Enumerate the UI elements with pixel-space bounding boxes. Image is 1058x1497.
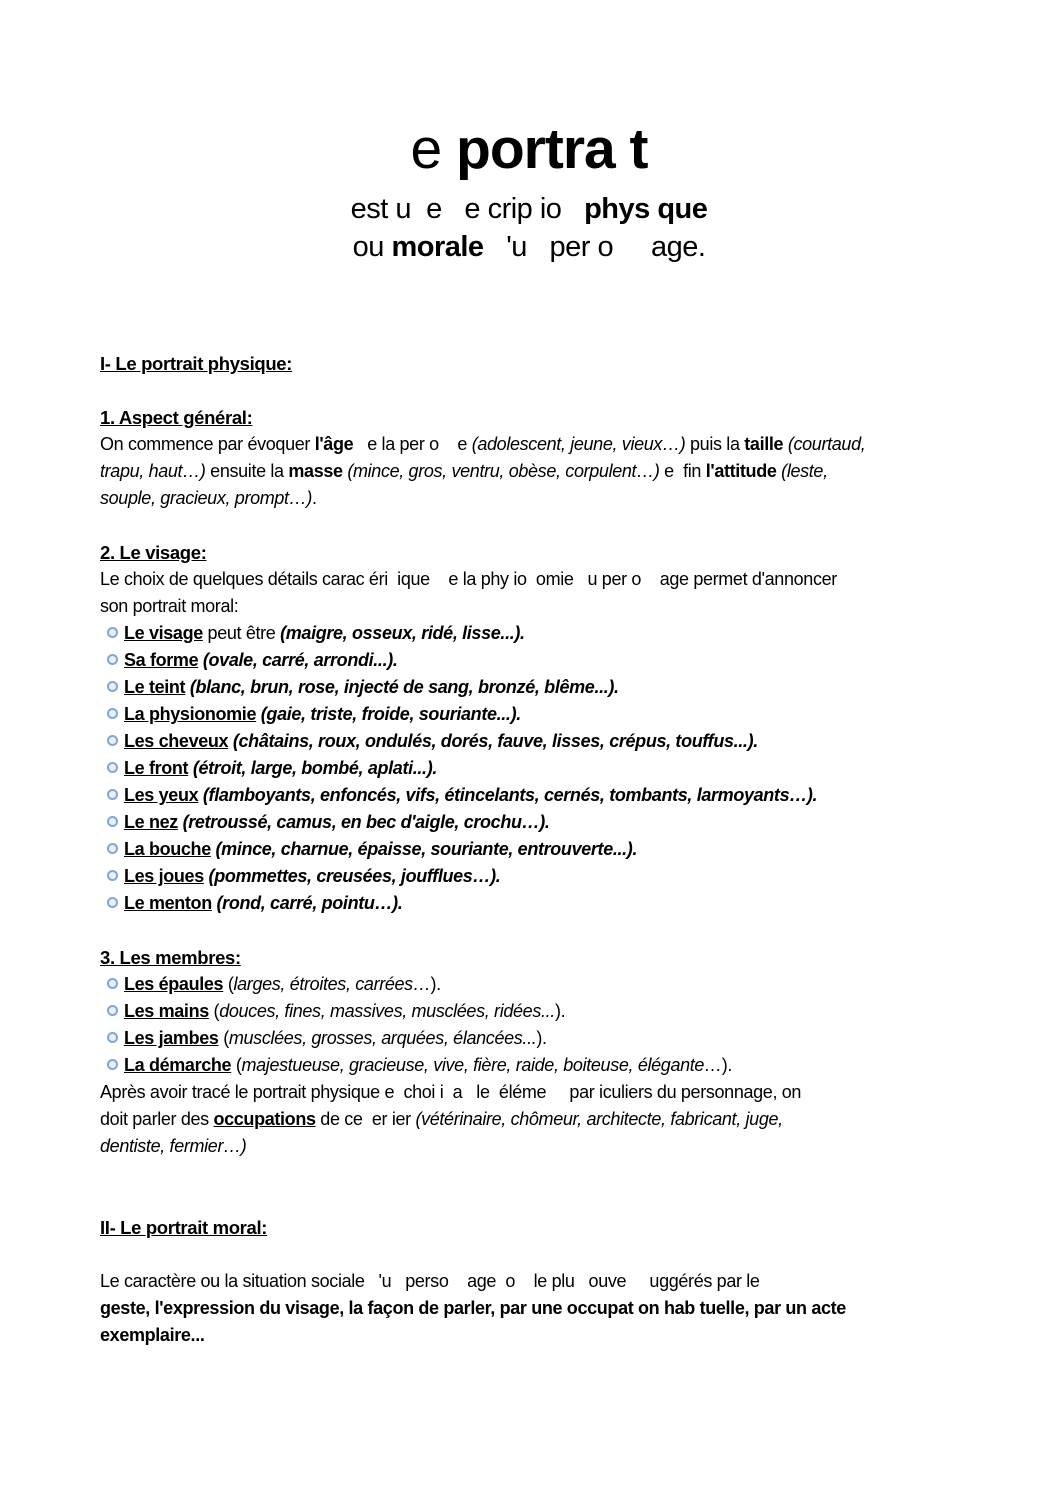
bullet-icon [107, 816, 118, 827]
text-segment: taille [744, 434, 784, 454]
text-segment: Le caractère ou la situation sociale 'u perso age o le plu ouve uggérés par le [100, 1271, 760, 1291]
bullet-icon [107, 1005, 118, 1016]
text-segment: portra t [456, 117, 648, 181]
bullet-icon [107, 843, 118, 854]
blank-line [100, 1241, 980, 1268]
text-segment: puis la [685, 434, 745, 454]
text-segment: (étroit, large, bombé, aplati...). [192, 758, 437, 778]
text-segment: ( [223, 974, 234, 994]
text-segment: Les épaules [124, 974, 224, 994]
list-item [100, 836, 980, 863]
list-item [100, 809, 980, 836]
bullet-icon [107, 897, 118, 908]
list-item-text [124, 1055, 732, 1075]
section-heading [100, 539, 980, 566]
text-segment: Les jambes [124, 1028, 219, 1048]
text-segment: II- Le portrait moral: [100, 1217, 268, 1238]
text-segment: geste, l'expression du visage, la façon de parler, par une occupat on hab tuelle, par un acte [100, 1298, 846, 1318]
list-item-text [124, 839, 637, 859]
bullet-icon [107, 1032, 118, 1043]
bullet-icon [107, 708, 118, 719]
bullet-icon [107, 870, 118, 881]
text-segment: (ovale, carré, arrondi...). [202, 650, 398, 670]
text-segment: l'attitude [705, 461, 777, 481]
text-segment: (courtaud, [787, 434, 866, 454]
bullet-icon [107, 681, 118, 692]
section-heading [100, 404, 980, 431]
text-segment: phys que [584, 193, 708, 225]
list-item-text [124, 785, 817, 805]
section-heading [100, 944, 980, 971]
list-item [100, 755, 980, 782]
text-segment: masse [288, 461, 343, 481]
text-segment: morale [391, 231, 484, 263]
list-item [100, 647, 980, 674]
list-item [100, 863, 980, 890]
paragraph [100, 1079, 980, 1160]
text-segment: 'u per o age. [483, 231, 706, 263]
text-segment: ( [231, 1055, 242, 1075]
text-segment: Le choix de quelques détails carac éri ique e la phy io omie u per o age permet d'annoncer [100, 569, 837, 589]
list-item-text [124, 1028, 547, 1048]
list-item [100, 620, 980, 647]
text-segment: majestueuse, gracieuse, vive, fière, raide, boiteuse, élégante… [241, 1055, 722, 1075]
text-segment: La physionomie [124, 704, 257, 724]
blank-line [100, 1187, 980, 1214]
subtitle-line-1 [0, 190, 1058, 228]
text-segment: larges, étroites, carrées… [233, 974, 431, 994]
text-segment: son portrait moral: [100, 596, 239, 616]
paragraph [100, 566, 980, 620]
list-item-text [124, 677, 619, 697]
list-item-text [124, 758, 437, 778]
text-segment: (mince, charnue, épaisse, souriante, entrouverte...). [215, 839, 638, 859]
list-item [100, 890, 980, 917]
list-item-text [124, 731, 758, 751]
list-item [100, 971, 980, 998]
bullet-icon [107, 978, 118, 989]
list-item [100, 728, 980, 755]
bullet-icon [107, 789, 118, 800]
text-segment: (adolescent, jeune, vieux…) [471, 434, 686, 454]
list-item [100, 1052, 980, 1079]
text-segment: ( [218, 1028, 229, 1048]
text-segment: ( [208, 1001, 220, 1021]
text-segment: (leste, [781, 461, 828, 481]
text-segment: Le front [124, 758, 189, 778]
text-segment: Les cheveux [124, 731, 229, 751]
text-segment: Après avoir tracé le portrait physique e choi i a le éléme par iculiers du personnage, on [100, 1082, 802, 1102]
list-item-text [124, 704, 521, 724]
text-segment: souple, gracieux, prompt…) [100, 488, 312, 508]
text-segment: (blanc, brun, rose, injecté de sang, bronzé, blême...). [189, 677, 619, 697]
list-item [100, 998, 980, 1025]
list-item-text [124, 893, 402, 913]
bullet-icon [107, 735, 118, 746]
paragraph [100, 1268, 980, 1349]
text-segment: Le menton [124, 893, 212, 913]
document-title-block [0, 0, 1058, 266]
text-segment: peut être [202, 623, 281, 643]
section-heading [100, 1214, 980, 1241]
text-segment: ). [430, 974, 441, 994]
text-segment: (gaie, triste, froide, souriante...). [260, 704, 521, 724]
text-segment: (vétérinaire, chômeur, architecte, fabricant, juge, [415, 1109, 783, 1129]
text-segment: e fin [659, 461, 706, 481]
text-segment: occupations [213, 1109, 316, 1129]
text-segment: (maigre, osseux, ridé, lisse...). [280, 623, 525, 643]
page-title [0, 116, 1058, 182]
text-segment: e [410, 117, 457, 181]
text-segment: ou [352, 231, 392, 263]
list-item [100, 701, 980, 728]
text-segment: ). [554, 1001, 566, 1021]
list-item-text [124, 974, 441, 994]
text-segment: (flamboyants, enfoncés, vifs, étincelants, cernés, tombants, larmoyants…). [202, 785, 818, 805]
text-segment: (mince, gros, ventru, obèse, corpulent…) [347, 461, 660, 481]
bullet-icon [107, 1059, 118, 1070]
list-item [100, 1025, 980, 1052]
text-segment: l'âge [314, 434, 354, 454]
text-segment: I- Le portrait physique: [100, 353, 293, 374]
text-segment: 1. Aspect général: [100, 407, 253, 428]
text-segment: musclées, grosses, arquées, élancées... [228, 1028, 537, 1048]
list-item-text [124, 1001, 565, 1021]
text-segment: douces, fines, massives, musclées, ridées... [219, 1001, 555, 1021]
text-segment: Les joues [124, 866, 204, 886]
text-segment: ). [721, 1055, 733, 1075]
bullet-icon [107, 627, 118, 638]
text-segment: Le nez [124, 812, 178, 832]
bullet-icon [107, 654, 118, 665]
text-segment: ensuite la [205, 461, 289, 481]
blank-line [100, 512, 980, 539]
text-segment: (pommettes, creusées, joufflues…). [208, 866, 501, 886]
text-segment: e la per o e [353, 434, 472, 454]
blank-line [100, 1160, 980, 1187]
text-segment: trapu, haut…) [100, 461, 206, 481]
list-item-text [124, 623, 525, 643]
text-segment: exemplaire... [100, 1325, 205, 1345]
bullet-icon [107, 762, 118, 773]
text-segment: de ce er ier [315, 1109, 416, 1129]
text-segment: 3. Les membres: [100, 947, 241, 968]
text-segment: 2. Le visage: [100, 542, 207, 563]
blank-line [100, 377, 980, 404]
list-item [100, 782, 980, 809]
text-segment: (retroussé, camus, en bec d'aigle, crochu…). [182, 812, 550, 832]
text-segment: Sa forme [124, 650, 199, 670]
list-item-text [124, 812, 550, 832]
text-segment: est u e e crip io [350, 193, 585, 225]
section-heading [100, 350, 980, 377]
document-body [100, 350, 980, 1349]
text-segment: (rond, carré, pointu…). [216, 893, 403, 913]
subtitle-line-2 [0, 228, 1058, 266]
list-item-text [124, 650, 398, 670]
blank-line [100, 917, 980, 944]
text-segment: Les yeux [124, 785, 199, 805]
text-segment: ). [536, 1028, 547, 1048]
text-segment: doit parler des [100, 1109, 214, 1129]
text-segment: La démarche [124, 1055, 232, 1075]
paragraph [100, 431, 980, 512]
text-segment: On commence par évoquer [100, 434, 315, 454]
text-segment: Le visage [124, 623, 203, 643]
text-segment: Le teint [124, 677, 186, 697]
list-item [100, 674, 980, 701]
text-segment: dentiste, fermier…) [100, 1136, 247, 1156]
text-segment: (châtains, roux, ondulés, dorés, fauve, lisses, crépus, touffus...). [232, 731, 758, 751]
text-segment: Les mains [124, 1001, 209, 1021]
text-segment: La bouche [124, 839, 211, 859]
text-segment: . [312, 488, 317, 508]
list-item-text [124, 866, 500, 886]
